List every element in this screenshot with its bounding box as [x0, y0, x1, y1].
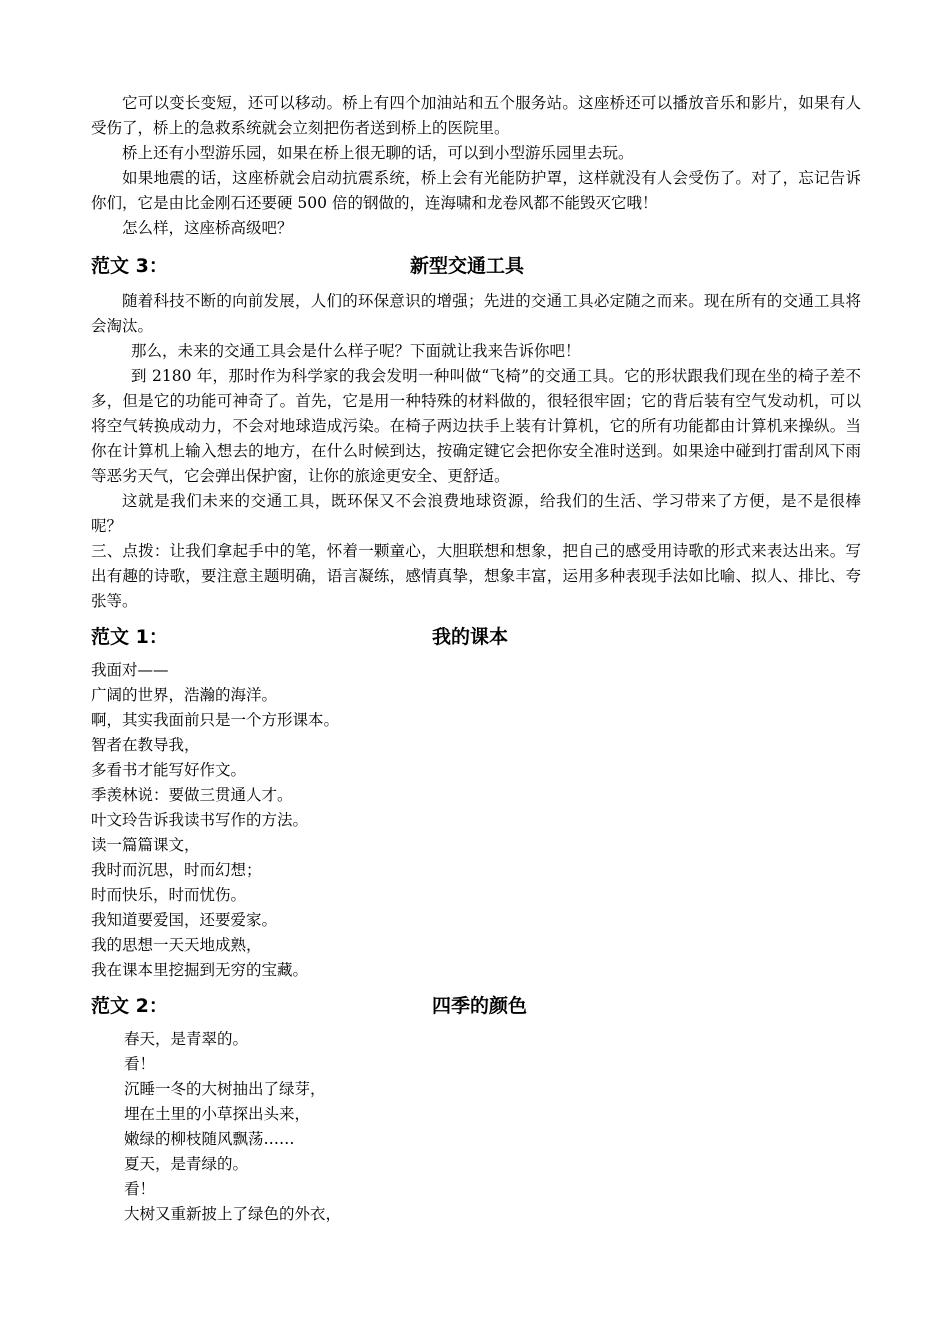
- section-title: 新型交通工具: [410, 255, 525, 277]
- poem-line: 时而快乐，时而忧伤。: [91, 886, 247, 904]
- intro-section: [91, 91, 861, 241]
- poem-my-textbook: [91, 658, 861, 983]
- poem-line: 沉睡一冬的大树抽出了绿芽，: [124, 1080, 326, 1098]
- section-label: 范文 2：: [91, 995, 168, 1017]
- section-heading-3: [91, 253, 861, 279]
- paragraph: 它可以变长变短，还可以移动。桥上有四个加油站和五个服务站。这座桥还可以播放音乐和影片，如果有人受伤了，桥上的急救系统就会立刻把伤者送到桥上的医院里。: [91, 94, 861, 137]
- paragraph: 那么，未来的交通工具会是什么样子呢？下面就让我来告诉你吧！: [131, 342, 581, 360]
- poem-line: 多看书才能写好作文。: [91, 761, 247, 779]
- poem-line: 夏天，是青绿的。: [124, 1155, 249, 1173]
- paragraph: 到 2180 年，那时作为科学家的我会发明一种叫做“飞椅”的交通工具。它的形状跟我们现在坐的椅子差不多，但是它的功能可神奇了。首先，它是用一种特殊的材料做的，很轻很牢固；它的背后装有空气发动机，可以将空气转换成动力，不会对地球造成污染。在椅子两边扶手上装有计算机，它的所有功能都由计算机来操纵。当你在计算机上输入想去的地方，在什么时候到达，按确定键它会把你安全准时送到。如果途中碰到打雷刮风下雨等恶劣天气，它会弹出保护窗，让你的旅途更安全、更舒适。: [91, 367, 861, 485]
- poem-line: 我时而沉思，时而幻想；: [91, 861, 262, 879]
- poem-line: 看！: [124, 1055, 156, 1073]
- poem-line: 大树又重新披上了绿色的外衣，: [124, 1205, 342, 1223]
- paragraph: 怎么样，这座桥高级吧？: [122, 219, 293, 237]
- poem-line: 我的思想一天天地成熟，: [91, 936, 262, 954]
- poem-line: 广阔的世界，浩瀚的海洋。: [91, 686, 278, 704]
- paragraph: 随着科技不断的向前发展，人们的环保意识的增强；先进的交通工具必定随之而来。现在所有的交通工具将会淘汰。: [91, 292, 861, 335]
- paragraph: 这就是我们未来的交通工具，既环保又不会浪费地球资源，给我们的生活、学习带来了方便，是不是很棒呢？: [91, 492, 861, 535]
- section-3-body: [91, 289, 861, 614]
- guidance-paragraph: 三、点拨：让我们拿起手中的笔，怀着一颗童心，大胆联想和想象，把自己的感受用诗歌的形式来表达出来。写出有趣的诗歌，要注意主题明确，语言凝练，感情真挚，想象丰富，运用多种表现手法如比喻、拟人、排比、夸张等。: [91, 542, 861, 610]
- poem-four-seasons: [91, 1027, 861, 1227]
- poem-line: 我在课本里挖掘到无穷的宝藏。: [91, 961, 309, 979]
- poem-line: 我知道要爱国，还要爱家。: [91, 911, 278, 929]
- poem-line: 季羡林说：要做三贯通人才。: [91, 786, 293, 804]
- section-label: 范文 1：: [91, 626, 168, 648]
- paragraph: 如果地震的话，这座桥就会启动抗震系统，桥上会有光能防护罩，这样就没有人会受伤了。对了，忘记告诉你们，它是由比金刚石还要硬 500 倍的钢做的，连海啸和龙卷风都不能毁灭它哦！: [91, 169, 861, 212]
- poem-line: 我面对——: [91, 661, 169, 679]
- section-title: 四季的颜色: [432, 995, 528, 1017]
- section-heading-2: [91, 993, 861, 1019]
- poem-line: 啊，其实我面前只是一个方形课本。: [91, 711, 340, 729]
- poem-line: 埋在土里的小草探出头来，: [124, 1105, 311, 1123]
- poem-line: 智者在教导我，: [91, 736, 200, 754]
- paragraph: 桥上还有小型游乐园，如果在桥上很无聊的话，可以到小型游乐园里去玩。: [122, 144, 634, 162]
- section-label: 范文 3：: [91, 255, 168, 277]
- poem-line: 春天，是青翠的。: [124, 1030, 249, 1048]
- document-body: [91, 91, 861, 1227]
- section-title: 我的课本: [432, 626, 509, 648]
- section-heading-1: [91, 624, 861, 650]
- poem-line: 嫩绿的柳枝随风飘荡……: [124, 1130, 295, 1148]
- poem-line: 叶文玲告诉我读书写作的方法。: [91, 811, 309, 829]
- poem-line: 读一篇篇课文，: [91, 836, 200, 854]
- poem-line: 看！: [124, 1180, 156, 1198]
